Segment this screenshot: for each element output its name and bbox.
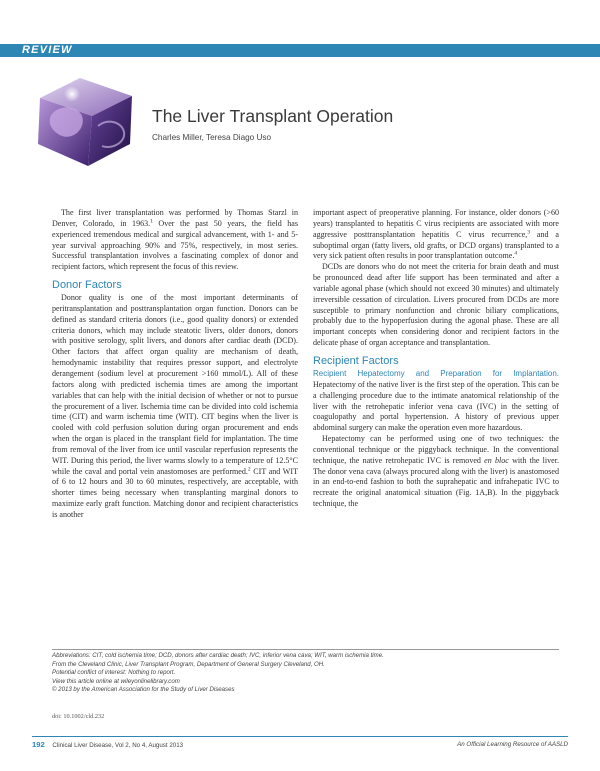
intro-paragraph: The first liver transplantation was performed by Thomas Starzl in Denver, Colorado, in 1963.$^1$ Over the past 50 years, the field has experienced tremendous medical and surgical advancement, with 1- and 5-year survival approaching 90% and 75%, respectively, in most series. Successful transplantation involves a fascinating complex of donor and recipient factors, which represent the focus of this review. bbox=[52, 208, 299, 272]
recipient-subheading: Recipient Hepatectomy and Preparation for Implantation. bbox=[313, 368, 559, 378]
recipient-factors-heading: Recipient Factors bbox=[313, 354, 399, 367]
footnote-online: View this article online at wileyonlinelibrary.com bbox=[52, 677, 180, 685]
liver-cube-logo bbox=[32, 70, 142, 170]
doi: doi: 10.1002/cld.232 bbox=[52, 713, 105, 720]
footnotes bbox=[52, 649, 559, 695]
donor-factors-heading: Donor Factors bbox=[52, 279, 122, 292]
technique-paragraph: Hepatectomy can be performed using one of two techniques: the conventional technique or the piggyback technique. In the conventional technique, the native retrohepatic IVC is removed en bloc with the liver. The donor vena cava (always procured along with the liver) is anastomosed in an end-to-end fashion to both the suprahepatic and infrahepatic IVC to recreate the original anatomical situation (Fig. 1A,B). In the piggyback technique, the bbox=[313, 434, 559, 509]
page-number: 192 bbox=[32, 740, 45, 749]
section-banner bbox=[0, 44, 600, 57]
footnote-conflict: Potential conflict of interest: Nothing to report. bbox=[52, 669, 176, 677]
left-column bbox=[52, 208, 298, 521]
donor-paragraph: Donor quality is one of the most important determinants of peritransplantation and posttransplantation organ function. Donors can be defined as standard criteria donors (i.e., good quality donors) or extended criteria donors, which may include steatotic livers, older donors, donors with positive serology, split livers, and donors after cardiac death (DCD). Other factors that affect organ quality are mechanism of death, hemodynamic instability that requires pressor support, and electrolyte derangement (sodium level at procurement >160 mmol/L). All of these factors along with predicted ischemia times are among the important variables that can help with the initial decision of whether or not to pursue the procurement of a liver. Ischemia time can be divided into cold ischemia time (CIT) and warm ischemia time (WIT). CIT begins when the liver is cooled with cold perfusion solution during organ procurement and ends when the organ is placed in the transplant field for implantation. The time from removal of the liver from ice until vascular reperfusion represents the WIT. During this period, the liver warms slowly to a temperature of 12.5°C while the caval and portal vein anastomoses are performed.$^2$ CIT and WIT of 6 to 12 hours and 30 to 60 minutes, respectively, are acceptable, with shorter times being necessary when transplanting marginal donors to maximize early graft function. Matching donor and recipient characteristics is another bbox=[52, 293, 298, 519]
footer-tagline: An Official Learning Resource of AASLD bbox=[457, 741, 568, 748]
planning-paragraph: important aspect of preoperative planning. For instance, older donors (>60 years) transplanted to hepatitis C virus recipients are associated with more aggressive posttransplantation hepatitis C virus recurrence,$^3$ and a suboptimal organ (fatty livers, old grafts, or DCD organs) transplanted to a very sick patient often results in poor transplantation outcome.$^4$ bbox=[313, 208, 559, 261]
footnote-abbreviations: Abbreviations: CIT, cold ischemia time; DCD, donors after cardiac death; IVC, inferior vena cava; WIT, warm ischemia time. bbox=[52, 652, 384, 659]
article-title: The Liver Transplant Operation bbox=[152, 106, 394, 126]
section-label: REVIEW bbox=[22, 44, 73, 56]
footer-divider bbox=[32, 736, 568, 737]
journal-citation: Clinical Liver Disease, Vol 2, No 4, August 2013 bbox=[52, 742, 184, 749]
footnote-affiliation: From the Cleveland Clinic, Liver Transplant Program, Department of General Surgery Cleveland, OH. bbox=[52, 660, 325, 668]
hepatectomy-paragraph: Recipient Hepatectomy and Preparation for Implantation. Hepatectomy of the native liver is the first step of the operation. This can be a challenging procedure due to the intimate anatomical relationship of the liver with the retrohepatic inferior vena cava (IVC) in the setting of coagulopathy and portal hypertension. A history of previous upper abdominal surgery can make the operation even more hazardous. bbox=[313, 368, 559, 433]
dcd-paragraph: DCDs are donors who do not meet the criteria for brain death and must be pronounced dead after life support has been terminated and after a variable agonal phase (which should not exceed 30 minutes) and ultimately irreversible cessation of circulation. Livers procured from DCDs are more susceptible to primary nonfunction and chronic biliary complications, probably due to the hypoperfusion during the agonal phase. These are all important concepts when considering donor and recipient factors in the delicate phase of organ acceptance and transplantation. bbox=[313, 262, 559, 348]
footnote-copyright: © 2013 by the American Association for the Study of Liver Diseases bbox=[52, 686, 235, 694]
article-authors: Charles Miller, Teresa Diago Uso bbox=[152, 133, 272, 142]
right-column bbox=[313, 208, 559, 510]
page-footer bbox=[32, 739, 568, 751]
